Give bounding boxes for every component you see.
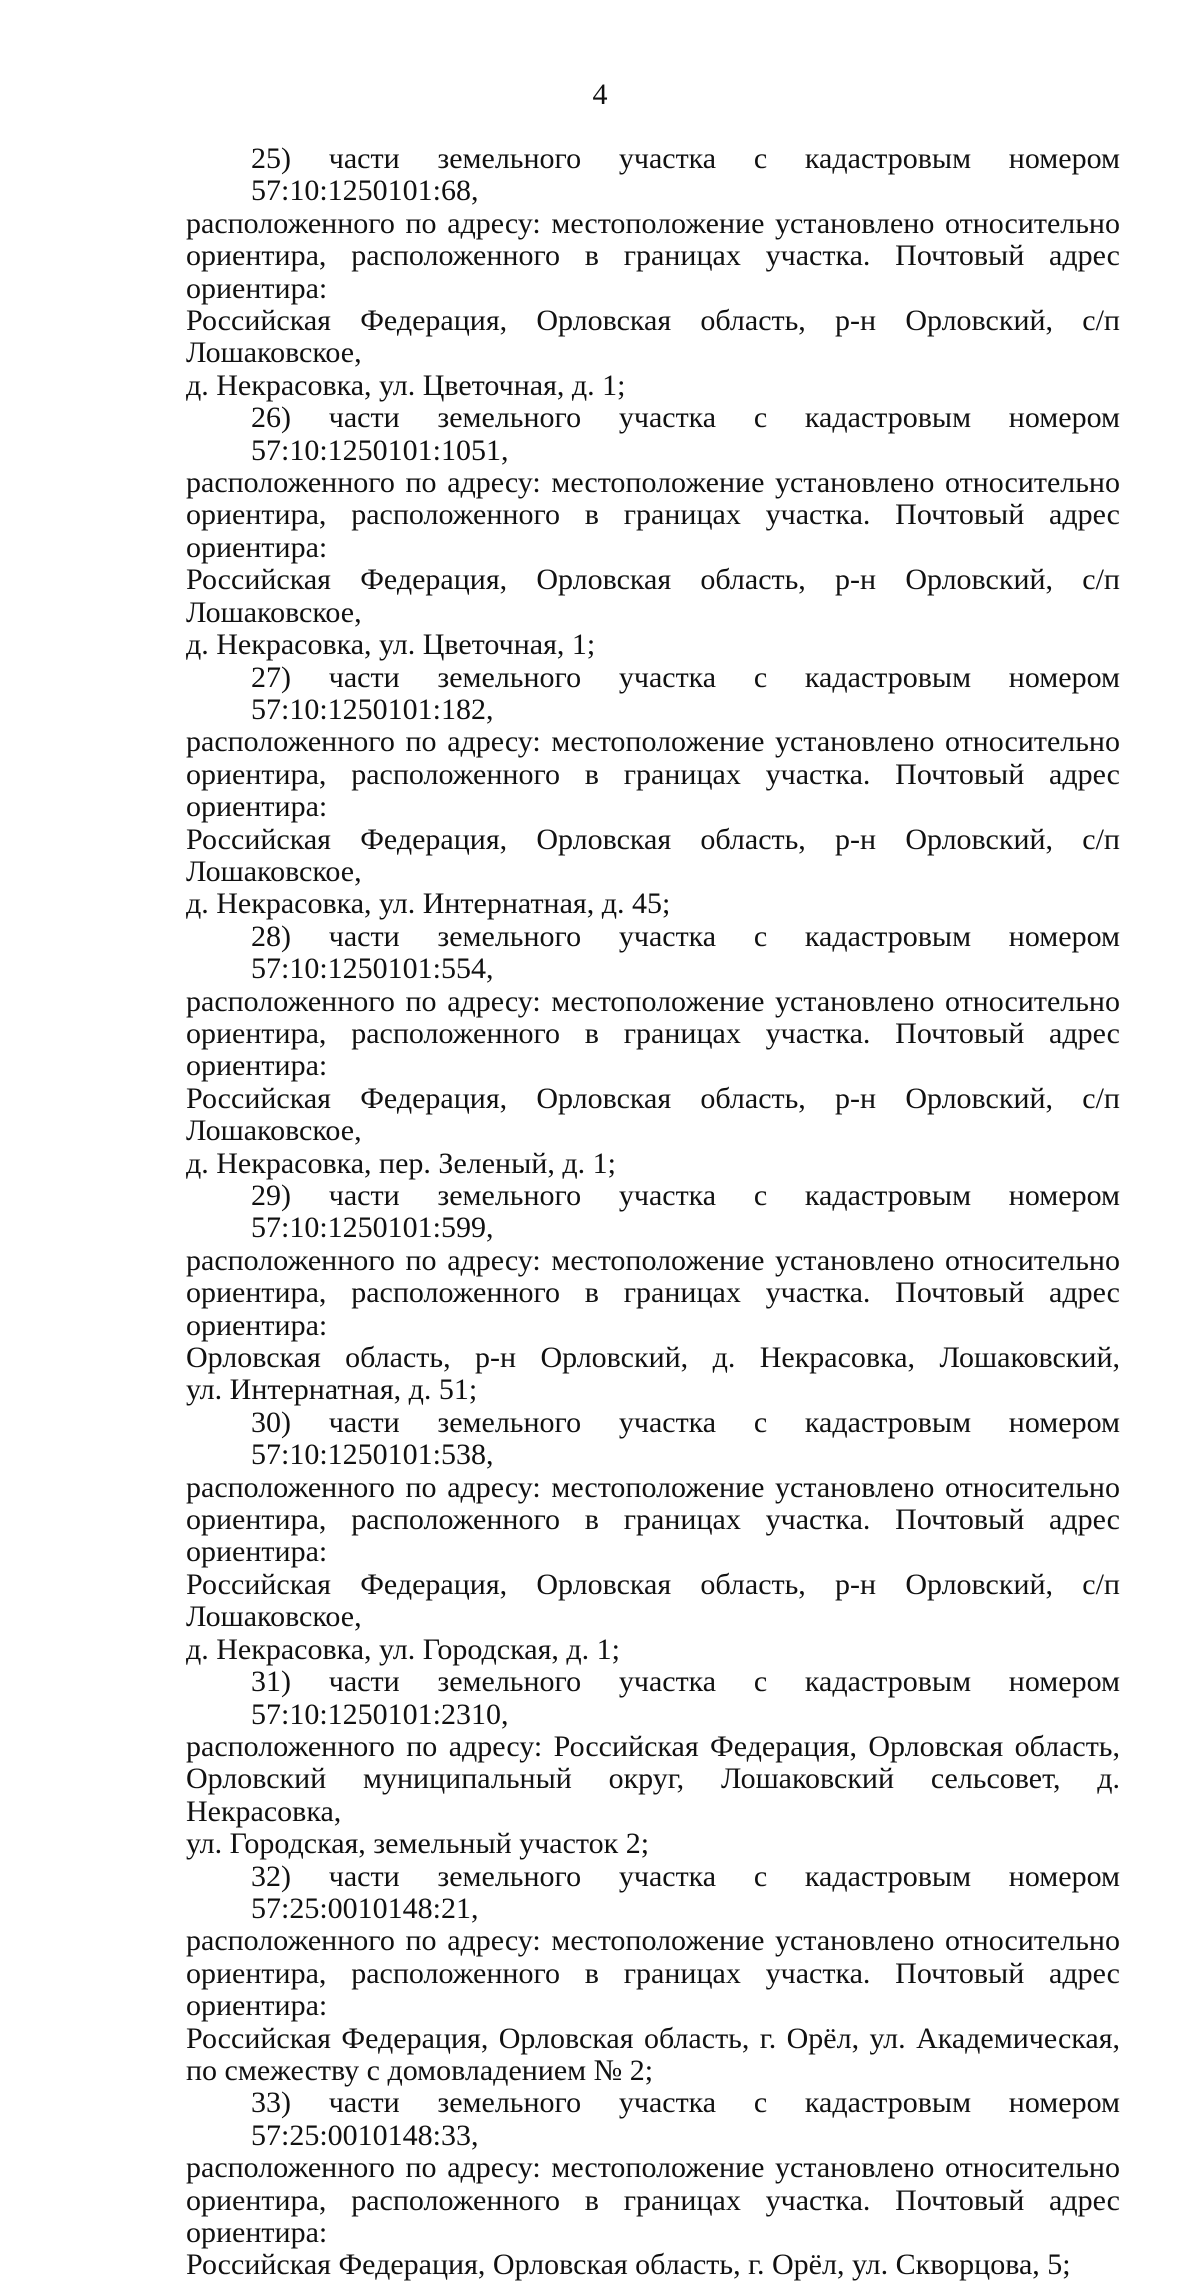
list-item	[186, 143, 1120, 402]
text-line: ориентира, расположенного в границах участка. Почтовый адрес ориентира:	[186, 1276, 1120, 1342]
list-item	[186, 1861, 1120, 2088]
text-line: 32) части земельного участка с кадастровым номером 57:25:0010148:21,	[251, 1859, 1120, 1925]
text-line: Российская Федерация, Орловская область, р-н Орловский, с/п Лошаковское,	[186, 1081, 1120, 1148]
text-line: Российская Федерация, Орловская область, г. Орёл, ул. Академическая,	[186, 2021, 1120, 2055]
text-line: 27) части земельного участка с кадастровым номером 57:10:1250101:182,	[251, 660, 1120, 726]
text-line: Российская Федерация, Орловская область, р-н Орловский, с/п Лошаковское,	[186, 563, 1120, 629]
list-item	[186, 2087, 1120, 2281]
list-item	[186, 921, 1120, 1180]
text-line: расположенного по адресу: Российская Федерация, Орловская область,	[186, 1729, 1120, 1763]
text-line: ориентира, расположенного в границах участка. Почтовый адрес ориентира:	[186, 1956, 1120, 2023]
text-line: Российская Федерация, Орловская область, р-н Орловский, с/п Лошаковское,	[186, 304, 1120, 370]
text-line: д. Некрасовка, ул. Городская, д. 1;	[186, 1632, 620, 1666]
text-line: ориентира, расположенного в границах участка. Почтовый адрес ориентира:	[186, 239, 1120, 305]
text-line: д. Некрасовка, пер. Зеленый, д. 1;	[186, 1146, 616, 1180]
list-item	[186, 402, 1120, 661]
text-line: расположенного по адресу: местоположение установлено относительно	[186, 1243, 1120, 1277]
text-line: ориентира, расположенного в границах участка. Почтовый адрес ориентира:	[186, 1016, 1120, 1083]
text-line: расположенного по адресу: местоположение установлено относительно	[186, 2151, 1120, 2185]
text-line: ориентира, расположенного в границах участка. Почтовый адрес ориентира:	[186, 757, 1120, 824]
text-line: 25) части земельного участка с кадастровым номером 57:10:1250101:68,	[251, 142, 1120, 208]
text-line: по смежеству с домовладением № 2;	[186, 2053, 654, 2087]
text-line: Российская Федерация, Орловская область, р-н Орловский, с/п Лошаковское,	[186, 1567, 1120, 1634]
list-item	[186, 662, 1120, 921]
text-line: Орловская область, р-н Орловский, д. Некрасовка, Лошаковский,	[186, 1341, 1120, 1375]
document-body	[186, 143, 1120, 2282]
text-line: 31) части земельного участка с кадастровым номером 57:10:1250101:2310,	[251, 1665, 1120, 1731]
text-line: расположенного по адресу: местоположение установлено относительно	[186, 984, 1120, 1018]
text-line: расположенного по адресу: местоположение установлено относительно	[186, 206, 1120, 240]
text-line: ул. Городская, земельный участок 2;	[186, 1827, 650, 1861]
text-line: ориентира, расположенного в границах участка. Почтовый адрес ориентира:	[186, 2183, 1120, 2249]
text-line: расположенного по адресу: местоположение установлено относительно	[186, 1924, 1120, 1958]
text-line: ул. Интернатная, д. 51;	[186, 1373, 478, 1407]
text-line: 28) части земельного участка с кадастровым номером 57:10:1250101:554,	[251, 919, 1120, 986]
text-line: Российская Федерация, Орловская область, г. Орёл, ул. Скворцова, 5;	[186, 2248, 1071, 2282]
page-number: 4	[592, 78, 608, 111]
text-line: 29) части земельного участка с кадастровым номером 57:10:1250101:599,	[251, 1179, 1120, 1245]
list-item	[186, 1666, 1120, 1860]
text-line: Орловский муниципальный округ, Лошаковский сельсовет, д. Некрасовка,	[186, 1762, 1120, 1828]
text-line: д. Некрасовка, ул. Цветочная, д. 1;	[186, 368, 626, 402]
list-item	[186, 1180, 1120, 1407]
text-line: расположенного по адресу: местоположение установлено относительно	[186, 466, 1120, 500]
text-line: 30) части земельного участка с кадастровым номером 57:10:1250101:538,	[251, 1405, 1120, 1472]
text-line: расположенного по адресу: местоположение установлено относительно	[186, 1470, 1120, 1504]
list-item	[186, 1407, 1120, 1666]
text-line: Российская Федерация, Орловская область, р-н Орловский, с/п Лошаковское,	[186, 822, 1120, 888]
text-line: ориентира, расположенного в границах участка. Почтовый адрес ориентира:	[186, 498, 1120, 564]
text-line: 33) части земельного участка с кадастровым номером 57:25:0010148:33,	[251, 2086, 1120, 2152]
text-line: 26) части земельного участка с кадастровым номером 57:10:1250101:1051,	[251, 401, 1120, 467]
text-line: д. Некрасовка, ул. Цветочная, 1;	[186, 628, 596, 662]
text-line: расположенного по адресу: местоположение установлено относительно	[186, 725, 1120, 759]
text-line: ориентира, расположенного в границах участка. Почтовый адрес ориентира:	[186, 1503, 1120, 1569]
text-line: д. Некрасовка, ул. Интернатная, д. 45;	[186, 887, 671, 921]
